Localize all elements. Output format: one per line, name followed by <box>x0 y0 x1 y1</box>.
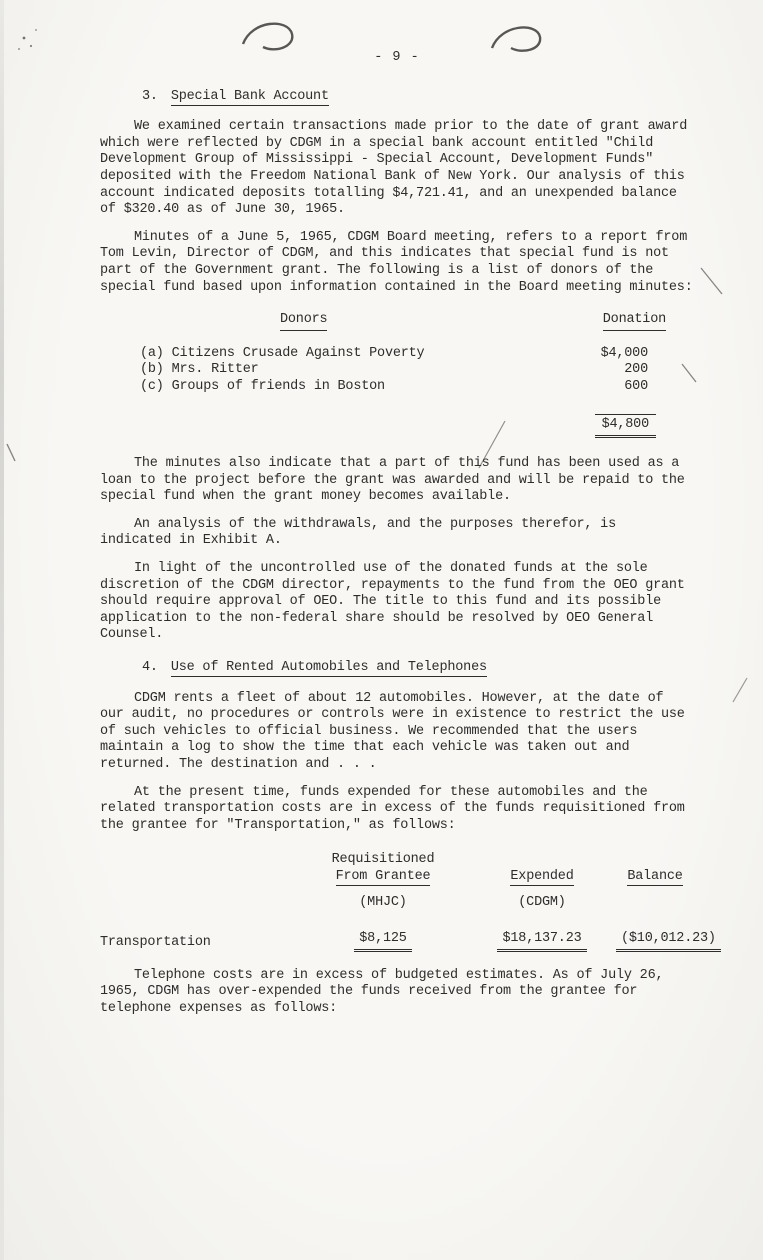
mhjc-label: (MHJC) <box>359 894 407 910</box>
section4-paragraph-3: Telephone costs are in excess of budgeted estimates. As of July 26, 1965, CDGM has over-expended the funds received from the grantee for telephone expenses as follows: <box>100 967 664 1016</box>
expended-amount: $18,137.23 <box>497 931 586 952</box>
section4-paragraph-1: CDGM rents a fleet of about 12 automobiles. However, at the date of our audit, no procedures or controls were in existence to restrict the use of such vehicles to official business. We recommended that the users maintain a log to show the time that each vehicle was taken out and returned. The destination and . . . <box>100 690 685 772</box>
balance-amount: ($10,012.23) <box>616 931 721 952</box>
donor-label: (c) Groups of friends in Boston <box>140 378 385 394</box>
table-row <box>100 362 694 379</box>
transportation-table <box>100 852 716 951</box>
scan-speck <box>30 45 32 47</box>
transport-header-row-1 <box>100 852 694 869</box>
page-number: - 9 - <box>374 50 420 65</box>
donations-total: $4,800 <box>595 414 656 439</box>
transport-subheader-row <box>100 895 694 912</box>
table-row <box>100 379 694 396</box>
expended-header: Expended <box>510 868 574 884</box>
donor-label: (a) Citizens Crusade Against Poverty <box>140 345 425 361</box>
donation-amount: 200 <box>624 362 648 378</box>
section3-title: Special Bank Account <box>170 88 329 104</box>
section4-paragraph-2: At the present time, funds expended for these automobiles and the related transportation costs are in excess of the funds requisitioned from the grantee for "Transportation," as follows: <box>100 784 685 833</box>
transportation-row-label: Transportation <box>100 935 211 951</box>
pen-mark-slash-right-margin <box>733 678 747 702</box>
pen-mark-squiggle-left <box>243 24 292 50</box>
pen-mark-backslash-grant-line <box>701 268 722 294</box>
section3-paragraph-1: We examined certain transactions made prior to the date of grant award which were reflected by CDGM in a special bank account entitled "Child Development Group of Mississippi - Special Account, Development Funds" deposited with the Freedom National Bank of New York. Our analysis of this account indicated deposits totalling $4,721.41, and an unexpended balance of $320.40 as of June 30, 1965. <box>100 119 688 218</box>
scan-edge-artifact <box>0 0 4 1260</box>
donors-table-header <box>100 312 694 331</box>
donation-amount: 600 <box>624 378 648 394</box>
section3-heading <box>142 89 694 106</box>
scan-speck <box>18 48 20 50</box>
section4-title: Use of Rented Automobiles and Telephones <box>170 660 487 676</box>
donors-table <box>100 312 694 438</box>
section4-number: 4. <box>142 660 158 676</box>
requisitioned-amount: $8,125 <box>354 931 411 952</box>
scan-speck <box>35 29 37 31</box>
pen-mark-left-margin <box>7 444 15 461</box>
table-row <box>100 346 694 363</box>
scan-speck <box>23 37 26 40</box>
section4-heading <box>142 660 694 677</box>
section3-number: 3. <box>142 88 158 104</box>
transport-header-row-2 <box>100 869 694 886</box>
donation-column-header: Donation <box>603 312 666 331</box>
donor-label: (b) Mrs. Ritter <box>140 362 259 378</box>
section3-paragraph-4: An analysis of the withdrawals, and the purposes therefor, is indicated in Exhibit A. <box>100 516 616 549</box>
page-content <box>100 50 716 1029</box>
pen-mark-squiggle-right <box>492 27 540 50</box>
section3-paragraph-3: The minutes also indicate that a part of this fund has been used as a loan to the project before the grant was awarded and will be repaid to the special fund when the grant money becomes available. <box>100 456 685 505</box>
balance-header: Balance <box>627 868 683 884</box>
donors-total-row <box>100 414 694 439</box>
requisitioned-header-line1: Requisitioned <box>331 852 435 868</box>
section3-paragraph-2: Minutes of a June 5, 1965, CDGM Board meeting, refers to a report from Tom Levin, Director of CDGM, and this indicates that special fund is not part of the Government grant. The following is a list of donors of the special fund based upon information contained in the Board meeting minutes: <box>100 229 693 295</box>
donation-amount: $4,000 <box>600 345 648 361</box>
cdgm-label: (CDGM) <box>518 894 566 910</box>
section3-paragraph-5: In light of the uncontrolled use of the donated funds at the sole discretion of the CDGM director, repayments to the fund from the OEO grant should require approval of OEO. The title to this fund and its possible application to the non-federal share should be resolved by OEO General Counsel. <box>100 561 685 643</box>
transport-values-row <box>100 931 716 952</box>
requisitioned-header-line2: From Grantee <box>335 868 431 884</box>
donors-column-header: Donors <box>280 312 327 331</box>
